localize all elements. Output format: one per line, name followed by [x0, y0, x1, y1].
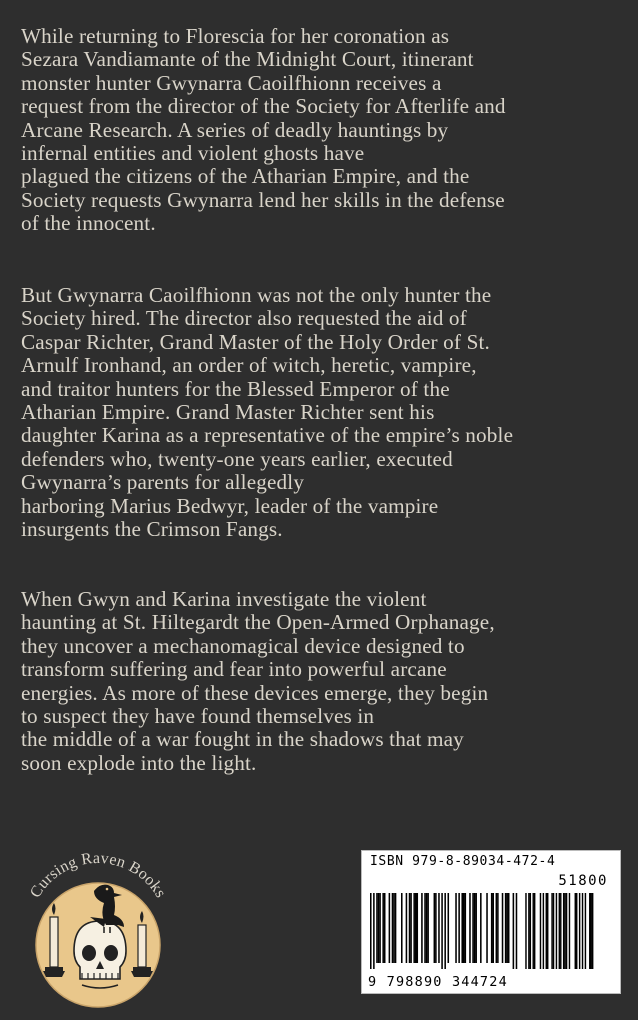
ean-bar: [382, 893, 384, 963]
addon-bar: [592, 893, 593, 969]
ean-bar: [465, 893, 467, 963]
ean-bar: [410, 893, 412, 963]
raven-skull-candles-icon: [12, 845, 184, 1015]
addon-bar: [534, 893, 535, 969]
ean-bar: [475, 893, 477, 963]
addon-bar: [533, 893, 534, 969]
ean-bar: [472, 893, 474, 963]
ean-bar: [458, 893, 460, 963]
addon-bar: [576, 893, 577, 969]
blurb-line: When Gwyn and Karina investigate the violent: [21, 587, 427, 611]
ean-bar: [409, 893, 411, 963]
blurb-paragraph-2: [21, 284, 631, 541]
blurb-line: to suspect they have found themselves in: [21, 704, 375, 729]
blurb-paragraph-1: [21, 25, 631, 236]
blurb-line: request from the director of the Society for Afterlife and: [21, 94, 506, 119]
ean-bar: [413, 893, 415, 963]
addon-bar: [579, 893, 580, 969]
blurb-paragraph-3: [21, 588, 631, 775]
ean-bar: [435, 893, 437, 963]
ean-bar: [392, 893, 394, 963]
ean-bar: [516, 893, 518, 969]
blurb-line: Arcane Research. A series of deadly hauntings by: [21, 117, 449, 142]
isbn-barcode: [361, 850, 621, 994]
ean-bar: [393, 893, 395, 963]
addon-bar: [546, 893, 547, 969]
price-code: 51800: [558, 873, 608, 889]
addon-bar: [553, 893, 554, 969]
addon-bar: [575, 893, 576, 969]
publisher-name: Cursing Raven Books: [26, 849, 170, 901]
addon-bar: [563, 893, 564, 969]
blurb-line: they uncover a mechanomagical device designed to: [21, 633, 465, 658]
blurb-line: Society requests Gwynarra lend her skills in the defense: [21, 187, 505, 212]
blurb-line: Gwynarra’s parents for allegedly: [21, 470, 305, 495]
addon-bar: [547, 893, 548, 969]
blurb-line: Atharian Empire. Grand Master Richter sent his: [21, 400, 435, 425]
addon-bar: [528, 893, 529, 969]
blurb-line: and traitor hunters for the Blessed Emperor of the: [21, 376, 450, 401]
ean-bar: [496, 893, 498, 963]
blurb-line: transform suffering and fear into powerful arcane: [21, 657, 447, 682]
addon-bar: [525, 893, 526, 969]
addon-bar: [560, 893, 561, 969]
ean-bar: [506, 893, 508, 963]
ean-digits: 9 798890 344724: [368, 974, 508, 990]
ean-bar: [370, 893, 372, 969]
isbn-label: ISBN 979-8-89034-472-4: [370, 854, 556, 869]
ean-bar: [415, 893, 417, 963]
blurb-line: haunting at St. Hiltegardt the Open-Armed Orphanage,: [21, 610, 495, 635]
ean-bar: [424, 893, 426, 963]
ean-bar: [486, 893, 488, 963]
blurb-line: soon explode into the light.: [21, 750, 257, 775]
addon-bar: [569, 893, 570, 969]
addon-bar: [556, 893, 557, 969]
ean-bar: [469, 893, 471, 963]
addon-bar: [540, 893, 541, 969]
ean-bar: [438, 893, 440, 963]
ean-bar: [474, 893, 476, 963]
addon-bar: [543, 893, 544, 969]
ean-bar: [508, 893, 510, 963]
blurb-line: But Gwynarra Caoilfhionn was not the only hunter the: [21, 283, 492, 307]
ean-bar: [401, 893, 403, 963]
addon-bar: [582, 893, 583, 969]
blurb-line: energies. As more of these devices emerge, they begin: [21, 680, 489, 705]
addon-bar: [559, 893, 560, 969]
ean-bar: [395, 893, 397, 963]
blurb-line: While returning to Florescia for her coronation as: [21, 24, 450, 48]
ean-bar: [434, 893, 436, 963]
ean-bar: [505, 893, 507, 963]
blurb-line: Sezara Vandiamante of the Midnight Court, itinerant: [21, 47, 474, 72]
ean-bar: [376, 893, 378, 963]
ean-bar: [406, 893, 408, 963]
blurb-line: Society hired. The director also requested the aid of: [21, 306, 467, 331]
ean-bar: [491, 893, 493, 963]
barcode-bars: [370, 893, 614, 971]
ean-bar: [389, 893, 391, 963]
blurb-line: Caspar Richter, Grand Master of the Holy Order of St.: [21, 329, 490, 354]
ean-bar: [463, 893, 465, 963]
ean-bar: [379, 893, 381, 963]
blurb-line: infernal entities and violent ghosts have: [21, 141, 365, 166]
skull: [74, 921, 126, 988]
ean-bar: [455, 893, 457, 963]
blurb-line: of the innocent.: [21, 211, 156, 236]
addon-bar: [591, 893, 592, 969]
blurb-line: monster hunter Gwynarra Caoilfhionn receives a: [21, 70, 442, 95]
ean-bar: [480, 893, 482, 963]
ean-bar: [492, 893, 494, 963]
addon-bar: [564, 893, 565, 969]
ean-bar: [441, 893, 443, 969]
ean-bar: [502, 893, 504, 963]
ean-bar: [497, 893, 499, 963]
ean-bar: [426, 893, 428, 963]
blurb-line: Arnulf Ironhand, an order of witch, heretic, vampire,: [21, 353, 477, 378]
addon-bar: [551, 893, 552, 969]
blurb-line: defenders who, twenty-one years earlier, executed: [21, 446, 453, 471]
ean-bar: [421, 893, 423, 963]
blurb-line: harboring Marius Bedwyr, leader of the vampire: [21, 493, 439, 518]
blurb-line: the middle of a war fought in the shadows that may: [21, 727, 464, 752]
blurb-line: daughter Karina as a representative of the empire’s noble: [21, 423, 514, 448]
addon-bar: [585, 893, 586, 969]
addon-bar: [530, 893, 531, 969]
addon-bar: [589, 893, 590, 969]
ean-bar: [461, 893, 463, 963]
ean-bar: [378, 893, 380, 963]
ean-bar: [513, 893, 515, 969]
ean-bar: [448, 893, 450, 963]
blurb-line: plagued the citizens of the Atharian Empire, and the: [21, 164, 470, 189]
publisher-logo: [12, 845, 184, 1015]
ean-bar: [417, 893, 419, 963]
ean-bar: [373, 893, 375, 969]
addon-bar: [566, 893, 567, 969]
ean-bar: [444, 893, 446, 969]
ean-bar: [384, 893, 386, 963]
blurb-line: insurgents the Crimson Fangs.: [21, 517, 283, 542]
ean-bar: [427, 893, 429, 963]
